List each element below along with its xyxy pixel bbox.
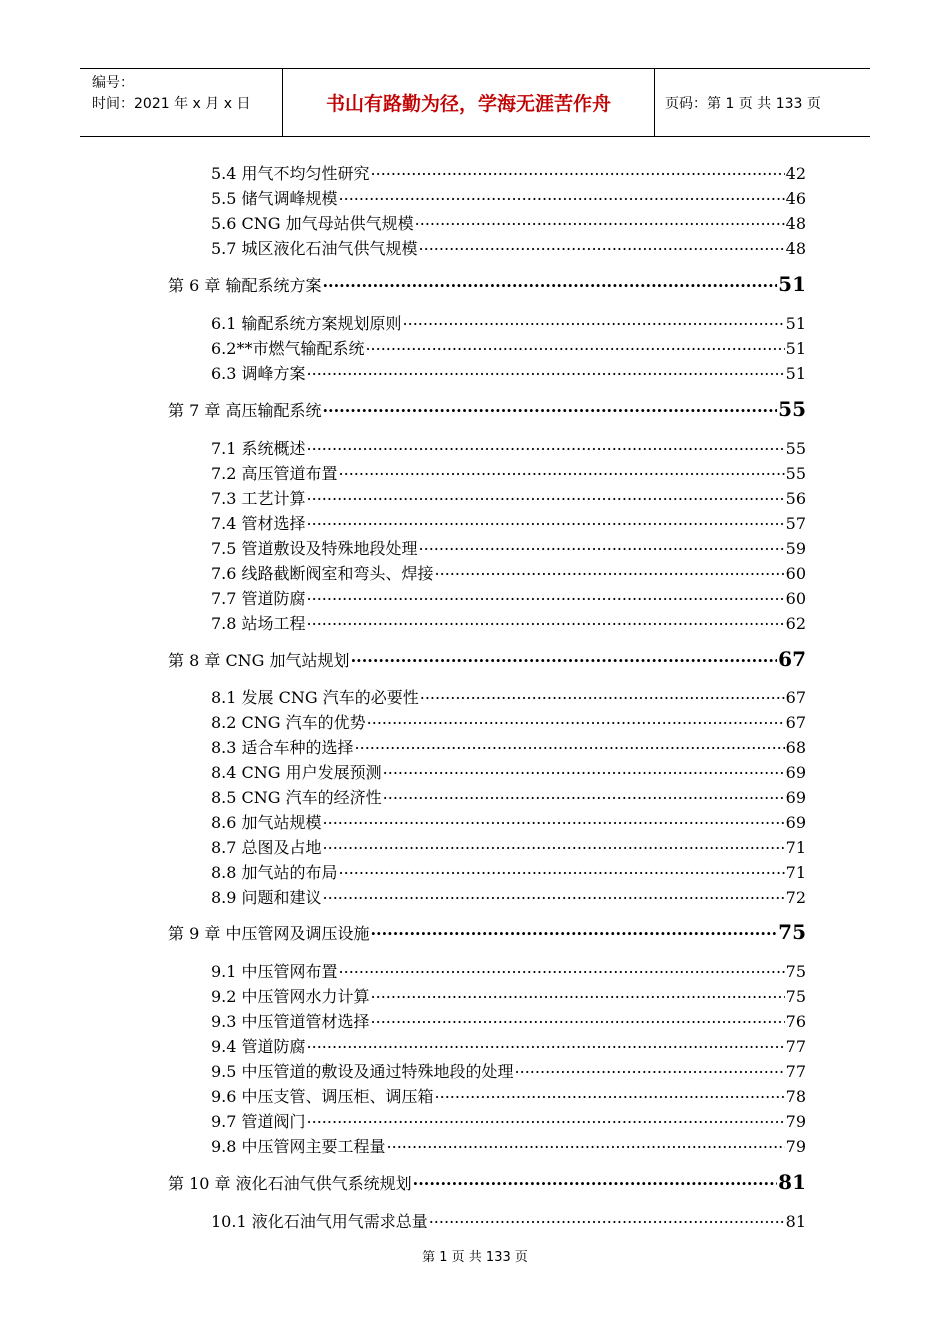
toc-entry-title: 8.7 总图及占地 bbox=[211, 838, 322, 857]
toc-chapter-entry[interactable] bbox=[168, 920, 806, 944]
toc-section-entry[interactable] bbox=[211, 885, 806, 908]
toc-entry-page-number: 77 bbox=[785, 1037, 806, 1056]
toc-entry-title: 7.2 高压管道布置 bbox=[211, 464, 338, 483]
toc-entry-title: 6.3 调峰方案 bbox=[211, 364, 306, 383]
toc-dot-leader bbox=[515, 1061, 785, 1077]
toc-entry-page-number: 72 bbox=[785, 888, 806, 907]
toc-dot-leader bbox=[323, 812, 785, 828]
header-motto: 书山有路勤为径，学海无涯苦作舟 bbox=[283, 69, 655, 136]
toc-section-entry[interactable] bbox=[211, 1034, 806, 1057]
toc-section-entry[interactable] bbox=[211, 511, 806, 534]
toc-entry-page-number: 51 bbox=[785, 314, 806, 333]
toc-dot-leader bbox=[339, 961, 785, 977]
toc-entry-page-number: 75 bbox=[778, 920, 806, 944]
document-number-label: 编号： bbox=[92, 75, 134, 91]
toc-section-entry[interactable] bbox=[211, 486, 806, 509]
toc-entry-page-number: 71 bbox=[785, 863, 806, 882]
toc-dot-leader bbox=[371, 1011, 785, 1027]
toc-section-entry[interactable] bbox=[211, 161, 806, 184]
toc-dot-leader bbox=[415, 213, 785, 229]
toc-dot-leader bbox=[307, 1111, 785, 1127]
toc-entry-title: 7.1 系统概述 bbox=[211, 439, 306, 458]
toc-entry-title: 10.1 液化石油气用气需求总量 bbox=[211, 1212, 428, 1231]
toc-entry-page-number: 75 bbox=[785, 987, 806, 1006]
toc-dot-leader bbox=[307, 613, 785, 629]
toc-entry-title: 8.5 CNG 汽车的经济性 bbox=[211, 788, 382, 807]
toc-dot-leader bbox=[403, 313, 785, 329]
page-footer: 第 1 页 共 133 页 bbox=[422, 1250, 528, 1265]
toc-entry-page-number: 77 bbox=[785, 1062, 806, 1081]
toc-dot-leader bbox=[383, 762, 785, 778]
toc-entry-page-number: 79 bbox=[785, 1112, 806, 1131]
toc-entry-title: 6.2**市燃气输配系统 bbox=[211, 339, 365, 358]
toc-entry-page-number: 55 bbox=[778, 397, 806, 421]
toc-entry-title: 5.4 用气不均匀性研究 bbox=[211, 164, 370, 183]
toc-entry-page-number: 57 bbox=[785, 514, 806, 533]
toc-entry-page-number: 81 bbox=[778, 1170, 806, 1194]
toc-section-entry[interactable] bbox=[211, 611, 806, 634]
toc-dot-leader bbox=[365, 338, 784, 354]
toc-entry-title: 5.6 CNG 加气母站供气规模 bbox=[211, 214, 414, 233]
toc-section-entry[interactable] bbox=[211, 959, 806, 982]
toc-entry-title: 8.8 加气站的布局 bbox=[211, 863, 338, 882]
toc-entry-page-number: 48 bbox=[785, 214, 806, 233]
toc-dot-leader bbox=[307, 363, 785, 379]
toc-dot-leader bbox=[435, 1086, 785, 1102]
toc-entry-page-number: 46 bbox=[785, 189, 806, 208]
toc-entry-title: 9.7 管道阀门 bbox=[211, 1112, 306, 1131]
toc-dot-leader bbox=[307, 438, 785, 454]
toc-entry-page-number: 51 bbox=[785, 339, 806, 358]
toc-entry-title: 5.5 储气调峰规模 bbox=[211, 189, 338, 208]
toc-dot-leader bbox=[307, 1036, 785, 1052]
toc-entry-title: 7.7 管道防腐 bbox=[211, 589, 306, 608]
toc-dot-leader bbox=[323, 887, 785, 903]
toc-entry-title: 第 8 章 CNG 加气站规划 bbox=[168, 651, 350, 670]
toc-entry-title: 8.6 加气站规模 bbox=[211, 813, 322, 832]
toc-section-entry[interactable] bbox=[211, 336, 806, 359]
toc-chapter-entry[interactable] bbox=[168, 272, 806, 296]
toc-entry-page-number: 60 bbox=[785, 564, 806, 583]
toc-entry-page-number: 56 bbox=[785, 489, 806, 508]
toc-dot-leader bbox=[419, 238, 785, 254]
toc-dot-leader bbox=[307, 513, 785, 529]
toc-dot-leader bbox=[387, 1136, 785, 1152]
toc-entry-page-number: 51 bbox=[785, 364, 806, 383]
toc-entry-page-number: 71 bbox=[785, 838, 806, 857]
page-header bbox=[80, 68, 870, 137]
toc-entry-title: 9.5 中压管道的敷设及通过特殊地段的处理 bbox=[211, 1062, 514, 1081]
toc-section-entry[interactable] bbox=[211, 1109, 806, 1132]
toc-entry-page-number: 76 bbox=[785, 1012, 806, 1031]
toc-entry-title: 9.4 管道防腐 bbox=[211, 1037, 306, 1056]
toc-entry-page-number: 78 bbox=[785, 1087, 806, 1106]
toc-section-entry[interactable] bbox=[211, 586, 806, 609]
toc-entry-page-number: 69 bbox=[785, 813, 806, 832]
toc-dot-leader bbox=[339, 463, 785, 479]
toc-section-entry[interactable] bbox=[211, 984, 806, 1007]
toc-dot-leader bbox=[351, 650, 778, 666]
toc-entry-page-number: 51 bbox=[778, 272, 806, 296]
toc-dot-leader bbox=[371, 986, 785, 1002]
toc-entry-title: 8.9 问题和建议 bbox=[211, 888, 322, 907]
toc-section-entry[interactable] bbox=[211, 436, 806, 459]
toc-chapter-entry[interactable] bbox=[168, 1170, 806, 1194]
toc-entry-title: 9.1 中压管网布置 bbox=[211, 962, 338, 981]
toc-entry-title: 8.1 发展 CNG 汽车的必要性 bbox=[211, 688, 419, 707]
toc-section-entry[interactable] bbox=[211, 760, 806, 783]
toc-section-entry[interactable] bbox=[211, 236, 806, 259]
toc-section-entry[interactable] bbox=[211, 835, 806, 858]
toc-entry-page-number: 68 bbox=[785, 738, 806, 757]
toc-section-entry[interactable] bbox=[211, 1084, 806, 1107]
toc-section-entry[interactable] bbox=[211, 311, 806, 334]
toc-section-entry[interactable] bbox=[211, 1009, 806, 1032]
toc-entry-title: 7.5 管道敷设及特殊地段处理 bbox=[211, 539, 418, 558]
toc-section-entry[interactable] bbox=[211, 860, 806, 883]
toc-section-entry[interactable] bbox=[211, 561, 806, 584]
toc-entry-title: 8.2 CNG 汽车的优势 bbox=[211, 713, 366, 732]
toc-dot-leader bbox=[339, 862, 785, 878]
toc-entry-title: 9.8 中压管网主要工程量 bbox=[211, 1137, 386, 1156]
toc-dot-leader bbox=[420, 687, 785, 703]
toc-entry-title: 第 7 章 高压输配系统 bbox=[168, 401, 322, 420]
toc-section-entry[interactable] bbox=[211, 1134, 806, 1157]
toc-entry-page-number: 81 bbox=[785, 1212, 806, 1231]
toc-dot-leader bbox=[429, 1211, 785, 1227]
toc-entry-title: 第 9 章 中压管网及调压设施 bbox=[168, 924, 370, 943]
toc-entry-title: 第 10 章 液化石油气供气系统规划 bbox=[168, 1174, 412, 1193]
toc-entry-title: 7.6 线路截断阀室和弯头、焊接 bbox=[211, 564, 434, 583]
toc-dot-leader bbox=[367, 712, 785, 728]
toc-entry-page-number: 69 bbox=[785, 763, 806, 782]
toc-section-entry[interactable] bbox=[211, 785, 806, 808]
toc-entry-page-number: 60 bbox=[785, 589, 806, 608]
toc-entry-title: 5.7 城区液化石油气供气规模 bbox=[211, 239, 418, 258]
toc-entry-page-number: 67 bbox=[785, 688, 806, 707]
header-page-info: 页码：第 1 页 共 133 页 bbox=[665, 95, 821, 112]
toc-entry-title: 9.6 中压支管、调压柜、调压箱 bbox=[211, 1087, 434, 1106]
toc-dot-leader bbox=[413, 1173, 778, 1189]
toc-dot-leader bbox=[307, 488, 785, 504]
toc-section-entry[interactable] bbox=[211, 536, 806, 559]
toc-entry-page-number: 42 bbox=[785, 164, 806, 183]
toc-section-entry[interactable] bbox=[211, 461, 806, 484]
toc-chapter-entry[interactable] bbox=[168, 397, 806, 421]
toc-entry-title: 8.3 适合车种的选择 bbox=[211, 738, 354, 757]
toc-entry-page-number: 48 bbox=[785, 239, 806, 258]
toc-entry-page-number: 59 bbox=[785, 539, 806, 558]
toc-dot-leader bbox=[322, 275, 777, 291]
header-meta bbox=[80, 69, 283, 136]
toc-section-entry[interactable] bbox=[211, 186, 806, 209]
toc-section-entry[interactable] bbox=[211, 710, 806, 733]
toc-dot-leader bbox=[435, 563, 785, 579]
toc-dot-leader bbox=[307, 588, 785, 604]
toc-dot-leader bbox=[339, 188, 785, 204]
toc-entry-title: 6.1 输配系统方案规划原则 bbox=[211, 314, 402, 333]
toc-section-entry[interactable] bbox=[211, 1209, 806, 1232]
toc-entry-title: 9.2 中压管网水力计算 bbox=[211, 987, 370, 1006]
document-date: 时间：2021 年 x 月 x 日 bbox=[92, 96, 251, 112]
toc-entry-title: 7.3 工艺计算 bbox=[211, 489, 306, 508]
toc-dot-leader bbox=[322, 400, 777, 416]
toc-entry-page-number: 79 bbox=[785, 1137, 806, 1156]
toc-section-entry[interactable] bbox=[211, 735, 806, 758]
toc-entry-page-number: 55 bbox=[785, 464, 806, 483]
toc-entry-page-number: 67 bbox=[785, 713, 806, 732]
toc-entry-title: 第 6 章 输配系统方案 bbox=[168, 276, 322, 295]
toc-dot-leader bbox=[370, 923, 777, 939]
toc-entry-page-number: 67 bbox=[778, 647, 806, 671]
toc-entry-page-number: 69 bbox=[785, 788, 806, 807]
toc-section-entry[interactable] bbox=[211, 211, 806, 234]
toc-dot-leader bbox=[419, 538, 785, 554]
toc-entry-page-number: 75 bbox=[785, 962, 806, 981]
toc-section-entry[interactable] bbox=[211, 810, 806, 833]
toc-dot-leader bbox=[383, 787, 785, 803]
toc-section-entry[interactable] bbox=[211, 361, 806, 384]
toc-section-entry[interactable] bbox=[211, 1059, 806, 1082]
toc-dot-leader bbox=[371, 163, 785, 179]
toc-entry-title: 9.3 中压管道管材选择 bbox=[211, 1012, 370, 1031]
toc-dot-leader bbox=[355, 737, 785, 753]
toc-section-entry[interactable] bbox=[211, 685, 806, 708]
toc-chapter-entry[interactable] bbox=[168, 647, 806, 671]
toc-dot-leader bbox=[323, 837, 785, 853]
toc-entry-page-number: 62 bbox=[785, 614, 806, 633]
toc-entry-page-number: 55 bbox=[785, 439, 806, 458]
toc-entry-title: 7.8 站场工程 bbox=[211, 614, 306, 633]
toc-entry-title: 7.4 管材选择 bbox=[211, 514, 306, 533]
toc-entry-title: 8.4 CNG 用户发展预测 bbox=[211, 763, 382, 782]
